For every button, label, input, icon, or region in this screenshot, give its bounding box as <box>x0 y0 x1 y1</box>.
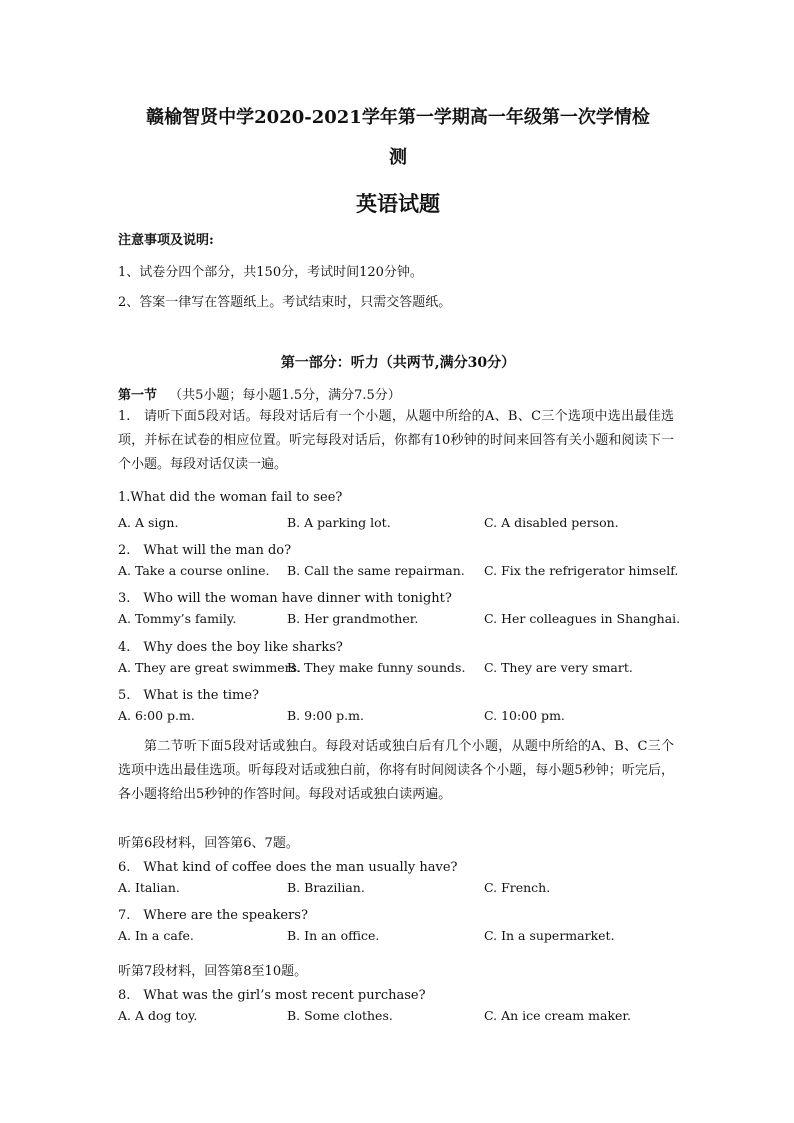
option-c: C. An ice cream maker. <box>484 1008 631 1023</box>
option-c: C. In a supermarket. <box>484 928 615 943</box>
option-c: C. French. <box>484 880 551 895</box>
option-c: C. Her colleagues in Shanghai. <box>484 611 681 626</box>
question-text: 4. Why does the boy like sharks? <box>118 640 343 655</box>
notes-heading: 注意事项及说明: <box>118 233 214 248</box>
question-text: 2. What will the man do? <box>118 543 292 558</box>
question-text: 3. Who will the woman have dinner with tonight? <box>118 591 452 606</box>
option-b: B. In an office. <box>287 928 380 943</box>
option-b: B. Call the same repairman. <box>287 563 465 578</box>
option-b: B. Her grandmother. <box>287 611 419 626</box>
section1-instructions: 1. 请听下面5段对话。每段对话后有一个小题，从题中所给的A、B、C三个选项中选出最佳选项，并标在试卷的相应位置。听完每段对话后，你都有10秒钟的时间来回答有关小题和阅读下一个小题。每段对话仅读一遍。 <box>118 409 674 472</box>
option-c: C. 10:00 pm. <box>484 708 565 723</box>
option-b: B. Some clothes. <box>287 1008 393 1023</box>
question-text: 7. Where are the speakers? <box>118 908 308 923</box>
option-a: A. They are great swimmers. <box>118 660 301 675</box>
question-text: 1.What did the woman fail to see? <box>118 490 343 505</box>
notes-item-2: 2、答案一律写在答题纸上。考试结束时，只需交答题纸。 <box>118 295 452 310</box>
section1-label: 第一节 <box>118 388 158 403</box>
part1-heading: 第一部分：听力（共两节,满分30分） <box>280 355 516 371</box>
option-a: A. A dog toy. <box>118 1008 198 1023</box>
exam-title-line1: 赣榆智贤中学2020-2021学年第一学期高一年级第一次学情检 <box>146 107 650 128</box>
notes-item-1: 1、试卷分四个部分，共150分，考试时间120分钟。 <box>118 265 423 280</box>
option-b: B. A parking lot. <box>287 515 391 530</box>
option-a: A. Italian. <box>118 880 180 895</box>
exam-subject-title: 英语试题 <box>356 191 440 216</box>
option-b: B. Brazilian. <box>287 880 365 895</box>
option-a: A. In a cafe. <box>118 928 194 943</box>
option-a: A. Tommy’s family. <box>118 611 237 626</box>
option-c: C. A disabled person. <box>484 515 619 530</box>
material-7-heading: 听第7段材料，回答第8至10题。 <box>118 964 308 979</box>
option-a: A. A sign. <box>118 515 179 530</box>
option-c: C. They are very smart. <box>484 660 633 675</box>
question-text: 8. What was the girl’s most recent purchase? <box>118 988 426 1003</box>
option-a: A. 6:00 p.m. <box>118 708 195 723</box>
option-b: B. 9:00 p.m. <box>287 708 364 723</box>
section1-info: （共5小题；每小题1.5分，满分7.5分） <box>169 388 401 403</box>
question-text: 5. What is the time? <box>118 688 260 703</box>
option-c: C. Fix the refrigerator himself. <box>484 563 679 578</box>
option-a: A. Take a course online. <box>118 563 270 578</box>
section2-instructions: 第二节听下面5段对话或独白。每段对话或独白后有几个小题，从题中所给的A、B、C三个选项中选出最佳选项。听每段对话或独白前，你将有时间阅读各个小题，每小题5秒钟；听完后，各小题将给出5秒钟的作答时间。每段对话或独白读两遍。 <box>118 739 674 802</box>
question-text: 6. What kind of coffee does the man usually have? <box>118 860 458 875</box>
section1-header <box>118 384 401 403</box>
option-b: B. They make funny sounds. <box>287 660 466 675</box>
exam-title-line2: 测 <box>389 147 407 168</box>
material-6-heading: 听第6段材料，回答第6、7题。 <box>118 836 299 851</box>
